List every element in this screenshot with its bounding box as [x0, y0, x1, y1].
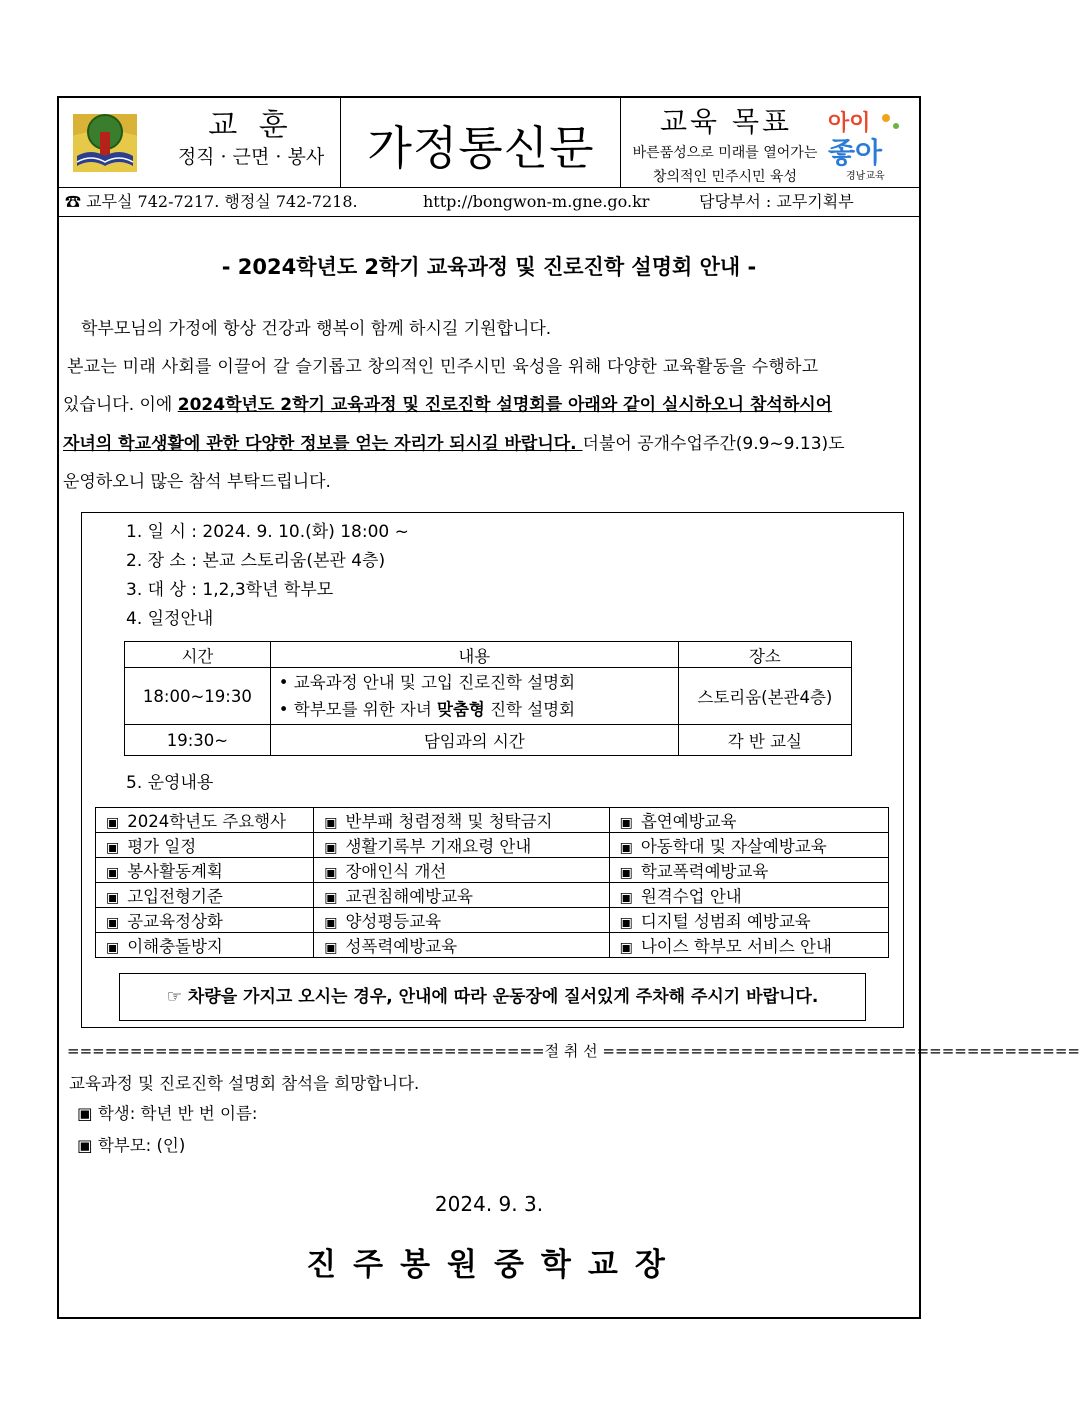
greeting-line: 학부모님의 가정에 항상 건강과 행복이 함께 하시길 기원합니다. [81, 319, 552, 339]
newsletter-title: 가정통신문 [367, 121, 595, 175]
schedule-content: • 교육과정 안내 및 고입 진로진학 설명회 • 학부모를 위한 자녀 맞춤형 진학 설명회 [270, 668, 678, 725]
schedule-heading: 4. 일정안내 [126, 609, 214, 629]
table-row [125, 668, 852, 725]
gyeongnam-education-logo [824, 104, 914, 184]
title-cell [341, 98, 621, 187]
motto-title: 교 훈 [208, 108, 294, 143]
schedule-time: 19:30~ [125, 725, 271, 756]
schedule-place: 각 반 교실 [678, 725, 851, 756]
motto-cell [59, 98, 341, 187]
square-bullet-icon: ▣ [324, 890, 338, 906]
schedule-header: 시간 [125, 642, 271, 668]
goal-line-1: 바른품성으로 미래를 열어가는 [632, 145, 818, 161]
square-bullet-icon: ▣ [619, 940, 633, 956]
table-row: ▣ 봉사활동계획 ▣ 장애인식 개선 ▣ 학교폭력예방교육 [96, 858, 889, 883]
school-emblem-icon [69, 106, 141, 178]
square-bullet-icon: ▣ [324, 915, 338, 931]
square-bullet-icon: ▣ [619, 890, 633, 906]
table-row [125, 725, 852, 756]
operations-heading: 5. 운영내용 [126, 773, 214, 793]
square-bullet-icon: ▣ [324, 865, 338, 881]
schedule-place: 스토리움(본관4층) [678, 668, 851, 725]
logo-text-bottom: 경남교육 [846, 171, 885, 182]
schedule-time: 18:00~19:30 [125, 668, 271, 725]
logo-text-mid: 좋아 [828, 136, 883, 169]
square-bullet-icon: ▣ [106, 890, 120, 906]
logo-text-top: 아이 [828, 111, 871, 136]
motto-values: 정직 · 근면 · 봉사 [177, 146, 325, 168]
square-bullet-icon: ▣ [619, 865, 633, 881]
body-line-2: 본교는 미래 사회를 이끌어 갈 슬기롭고 창의적인 민주시민 육성을 위해 다양한 교육활동을 수행하고 [67, 357, 819, 377]
contact-dept: 담당부서 : 교무기획부 [699, 192, 854, 211]
square-bullet-icon: ▣ [106, 840, 120, 856]
operations-table [95, 807, 889, 958]
square-bullet-icon: ▣ [619, 840, 633, 856]
issue-date: 2024. 9. 3. [434, 1192, 544, 1216]
square-bullet-icon: ▣ [106, 940, 120, 956]
contact-bar [59, 187, 919, 217]
table-row: ▣ 평가 일정 ▣ 생활기록부 기재요령 안내 ▣ 아동학대 및 자살예방교육 [96, 833, 889, 858]
table-row: ▣ 공교육정상화 ▣ 양성평등교육 ▣ 디지털 성범죄 예방교육 [96, 908, 889, 933]
table-row: ▣ 2024학년도 주요행사 ▣ 반부패 청렴정책 및 청탁금지 ▣ 흡연예방교육 [96, 808, 889, 833]
reply-student-field[interactable]: ▣ 학생: 학년 반 번 이름: [77, 1104, 258, 1123]
goal-title: 교육 목표 [659, 105, 793, 138]
body-line-3: 있습니다. 이에 2024학년도 2학기 교육과정 및 진로진학 설명회를 아래와 같이 실시하오니 참석하시어 [63, 395, 833, 415]
square-bullet-icon: ▣ [619, 915, 633, 931]
principal-signature: 진주봉원중학교장 [306, 1247, 682, 1283]
square-bullet-icon: ▣ [106, 865, 120, 881]
parking-notice: ☞ 차량을 가지고 오시는 경우, 안내에 따라 운동장에 질서있게 주차해 주시기 바랍니다. [119, 973, 866, 1021]
body-line-5: 운영하오니 많은 참석 부탁드립니다. [63, 472, 331, 492]
details-box [81, 512, 904, 1028]
goal-cell [621, 98, 919, 187]
schedule-header: 내용 [270, 642, 678, 668]
square-bullet-icon: ▣ [619, 815, 633, 831]
newsletter-page [57, 96, 1080, 1319]
goal-line-2: 창의적인 민주시민 육성 [652, 169, 798, 185]
table-row: ▣ 고입전형기준 ▣ 교권침해예방교육 ▣ 원격수업 안내 [96, 883, 889, 908]
detail-date: 1. 일 시 : 2024. 9. 10.(화) 18:00 ~ [126, 522, 409, 542]
school-url[interactable]: http://bongwon-m.gne.go.kr [423, 192, 650, 211]
schedule-header: 장소 [678, 642, 851, 668]
square-bullet-icon: ▣ [106, 915, 120, 931]
square-bullet-icon: ▣ [106, 815, 120, 831]
schedule-table [124, 641, 852, 756]
detail-target: 3. 대 상 : 1,2,3학년 학부모 [126, 580, 334, 600]
body-line-4: 자녀의 학교생활에 관한 다양한 정보를 얻는 자리가 되시길 바랍니다. 더불어 공개수업주간(9.9~9.13)도 [63, 434, 845, 454]
square-bullet-icon: ▣ [324, 815, 338, 831]
cut-line: ======================================절 취 선 ====================================== [67, 1042, 1080, 1060]
contact-phone: ☎ 교무실 742-7217. 행정실 742-7218. [65, 192, 358, 211]
schedule-content: 담임과의 시간 [270, 725, 678, 756]
notice-title: - 2024학년도 2학기 교육과정 및 진로진학 설명회 안내 - [221, 255, 757, 279]
square-bullet-icon: ▣ [324, 840, 338, 856]
table-row: ▣ 이해충돌방지 ▣ 성폭력예방교육 ▣ 나이스 학부모 서비스 안내 [96, 933, 889, 958]
header [59, 98, 919, 188]
reply-parent-field[interactable]: ▣ 학부모: (인) [77, 1136, 186, 1155]
reply-statement: 교육과정 및 진로진학 설명회 참석을 희망합니다. [69, 1074, 420, 1093]
detail-place: 2. 장 소 : 본교 스토리움(본관 4층) [126, 551, 386, 571]
square-bullet-icon: ▣ [324, 940, 338, 956]
